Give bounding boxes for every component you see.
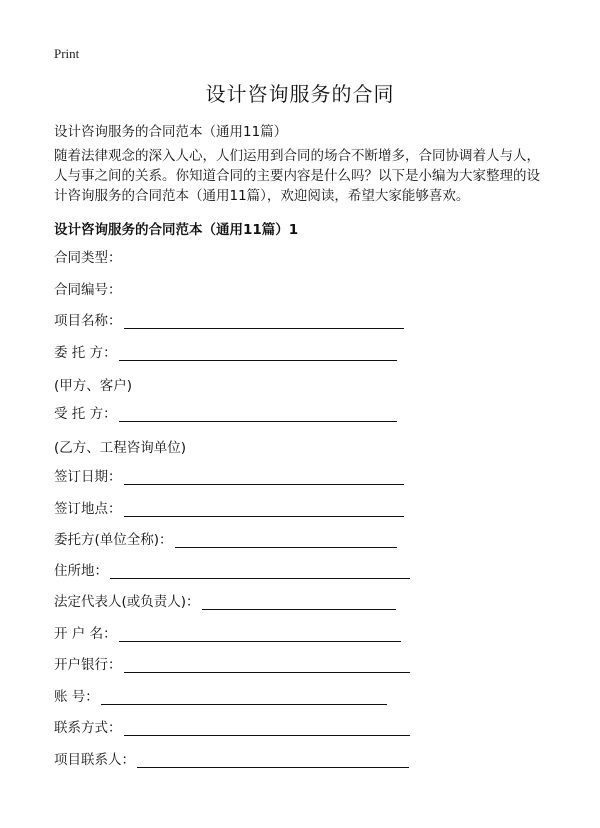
account-name-blank [119, 627, 401, 642]
contractor-field [54, 404, 397, 422]
client-full-name-blank [175, 533, 397, 548]
legal-rep-field [54, 592, 396, 610]
contract-number-label: 合同编号： [54, 282, 122, 298]
client-blank [119, 346, 397, 361]
project-contact-blank [137, 753, 409, 768]
project-name-label: 项目名称： [54, 313, 122, 329]
client-label: 委 托 方： [54, 345, 117, 361]
sign-date-label: 签订日期： [54, 469, 122, 485]
client-full-name-label: 委托方(单位全称)： [54, 532, 173, 548]
document-subtitle: 设计咨询服务的合同范本（通用11篇） [54, 124, 288, 140]
contact-field [54, 718, 410, 736]
contractor-label: 受 托 方： [54, 406, 117, 422]
account-name-field [54, 624, 401, 642]
sign-date-field [54, 467, 404, 485]
contractor-note: (乙方、工程咨询单位) [54, 440, 187, 456]
sign-place-label: 签订地点： [54, 501, 122, 517]
intro-line: 人与事之间的关系。你知道合同的主要内容是什么吗？以下是小编为大家整理的设 [54, 168, 540, 184]
account-no-label: 账 号： [54, 689, 99, 705]
client-full-name-field [54, 530, 397, 548]
client-note: (甲方、客户) [54, 378, 133, 394]
legal-rep-label: 法定代表人(或负责人)： [54, 594, 200, 610]
print-label[interactable]: Print [54, 46, 80, 61]
legal-rep-blank [202, 595, 396, 610]
project-name-blank [124, 314, 404, 329]
contract-type-field [54, 248, 122, 266]
address-field [54, 561, 410, 579]
address-blank [110, 564, 410, 579]
intro-line: 计咨询服务的合同范本（通用11篇），欢迎阅读，希望大家能够喜欢。 [54, 188, 470, 204]
project-name-field [54, 311, 404, 329]
account-name-label: 开 户 名： [54, 626, 117, 642]
project-contact-label: 项目联系人： [54, 752, 135, 768]
contract-type-label: 合同类型： [54, 250, 122, 266]
section-heading: 设计咨询服务的合同范本（通用11篇）1 [54, 222, 299, 238]
sign-date-blank [124, 470, 404, 485]
contractor-blank [119, 407, 397, 422]
account-no-blank [101, 690, 387, 705]
sign-place-blank [124, 502, 404, 517]
client-field [54, 343, 397, 361]
account-no-field [54, 687, 387, 705]
contract-number-field [54, 280, 122, 298]
contact-label: 联系方式： [54, 720, 122, 736]
project-contact-field [54, 750, 409, 768]
contact-blank [124, 721, 410, 736]
address-label: 住所地： [54, 563, 108, 579]
bank-blank [124, 658, 410, 673]
intro-paragraph [54, 146, 554, 206]
sign-place-field [54, 499, 404, 517]
document-title: 设计咨询服务的合同 [205, 82, 395, 106]
bank-label: 开户银行： [54, 657, 122, 673]
intro-line: 随着法律观念的深入人心，人们运用到合同的场合不断增多，合同协调着人与人， [54, 148, 540, 164]
bank-field [54, 655, 410, 673]
